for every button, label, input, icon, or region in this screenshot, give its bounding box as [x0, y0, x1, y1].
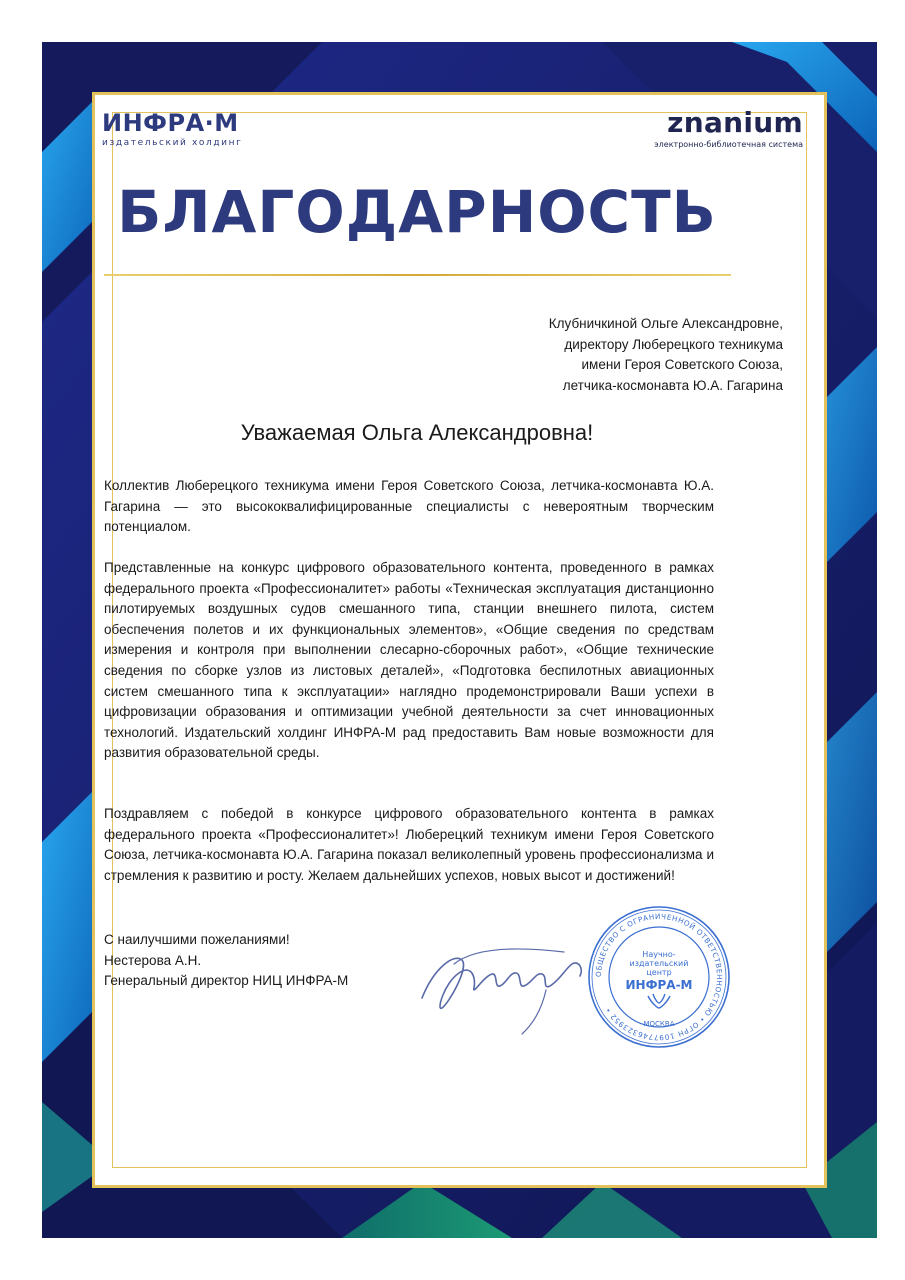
stamp-ring-text: ОБЩЕСТВО С ОГРАНИЧЕННОЙ ОТВЕТСТВЕННОСТЬЮ • ОГРН 1097746323952 •: [593, 911, 725, 1043]
closing-block: [104, 930, 348, 992]
stamp-line-2: издательский: [629, 959, 689, 968]
recipient-block: [549, 314, 783, 396]
signatory-position: Генеральный директор НИЦ ИНФРА-М: [104, 973, 349, 989]
infra-m-logo: [102, 110, 272, 148]
body-paragraph-1: Коллектив Люберецкого техникума имени Героя Советского Союза, летчика-космонавта Ю.А. Гагарина — это высококвалифицированные специалисты с невероятным творческим потенциалом.: [104, 478, 714, 535]
recipient-line: имени Героя Советского Союза,: [581, 357, 783, 372]
recipient-line: летчика-космонавта Ю.А. Гагарина: [562, 377, 783, 393]
closing-wishes: С наилучшими пожеланиями!: [104, 932, 290, 947]
document-title: БЛАГОДАРНОСТЬ: [117, 178, 717, 246]
znanium-logo-name: znanium: [667, 106, 803, 139]
infra-m-logo-subtitle: издательский холдинг: [102, 138, 243, 148]
handwritten-signature: [414, 928, 589, 1038]
znanium-logo-subtitle: электронно-библиотечная система: [654, 140, 803, 149]
signatory-name: Нестерова А.Н.: [104, 952, 202, 968]
infra-m-logo-name: ИНФРА·М: [102, 109, 239, 137]
title-divider: [104, 274, 731, 276]
stamp-line-1: Научно-: [642, 950, 676, 959]
body-paragraph-2: Представленные на конкурс цифрового образовательного контента, проведенного в рамках федерального проекта «Профессионалитет» работы «Техническая эксплуатация дистанционно пилотируемых воздушных судов смешанного типа, станции внешнего пилота, систем обеспечения полетов и их функциональных элементов», «Общие сведения по средствам измерения и контроля при выполнении слесарно-сборочных работ», «Общие технические сведения по сборке узлов из листовых деталей», «Подготовка беспилотных авиационных систем смешанного типа к эксплуатации» наглядно продемонстрировали Ваши успехи в цифровизации образования и оптимизации учебной деятельности за счет инновационных технологий. Издательский холдинг ИНФРА-М рад предоставить Вам новые возможности для развития образовательной среды.: [104, 560, 714, 761]
znanium-logo: [654, 108, 803, 149]
stamp-line-3: центр: [646, 968, 672, 977]
recipient-line: директору Люберецкого техникума: [564, 336, 783, 352]
stamp-city: МОСКВА: [643, 1020, 675, 1028]
stamp-emblem-icon: [648, 994, 670, 1008]
stamp-name: ИНФРА-М: [625, 978, 693, 992]
greeting: Уважаемая Ольга Александровна!: [240, 420, 594, 445]
body-paragraph-3: Поздравляем с победой в конкурсе цифрового образовательного контента в рамках федерального проекта «Профессионалитет»! Люберецкий техникум имени Героя Советского Союза, летчика-космонавта Ю.А. Гагарина показал великолепный уровень профессионализма и стремления к развитию и росту. Желаем дальнейших успехов, новых высот и достижений!: [104, 806, 714, 883]
organization-stamp: [586, 904, 732, 1050]
recipient-line: Клубничкиной Ольге Александровне,: [548, 316, 783, 331]
